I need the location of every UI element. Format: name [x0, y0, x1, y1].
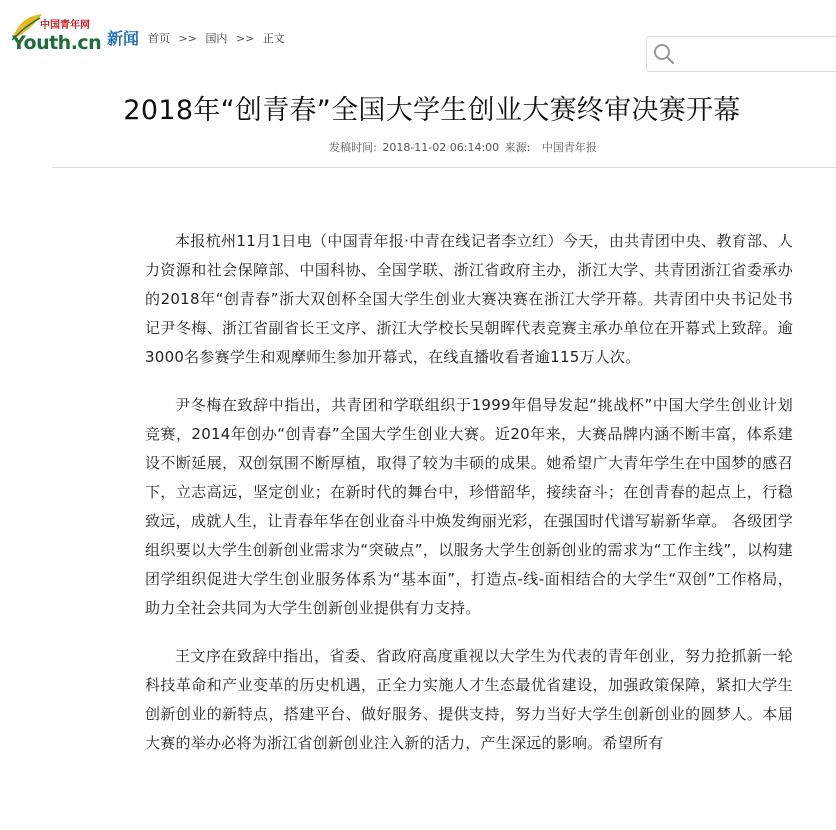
meta-time: 2018-11-02 06:14:00: [382, 141, 500, 154]
breadcrumb-separator: >>: [235, 32, 255, 45]
title-divider: [52, 167, 836, 168]
article-body: [145, 227, 793, 777]
meta-source-label: 来源:: [504, 141, 531, 154]
search-input[interactable]: [681, 42, 835, 66]
search-box[interactable]: [646, 36, 836, 72]
search-icon[interactable]: [653, 43, 675, 65]
meta-time-label: 发稿时间:: [329, 141, 377, 154]
article-paragraph: 本报杭州11月1日电（中国青年报·中青在线记者李立红）今天，由共青团中央、教育部、人力资源和社会保障部、中国科协、全国学联、浙江省政府主办，浙江大学、共青团浙江省委承办的2018年“创青春”浙大双创杯全国大学生创业大赛决赛在浙江大学开幕。共青团中央书记处书记尹冬梅、浙江省副省长王文序、浙江大学校长吴朝晖代表竞赛主承办单位在开幕式上致辞。逾3000名参赛学生和观摩师生参加开幕式，在线直播收看者逾115万人次。: [145, 232, 793, 366]
breadcrumb-separator: >>: [178, 32, 197, 45]
meta-source: 中国青年报: [541, 141, 597, 154]
site-header: [0, 0, 836, 76]
article-paragraph: 王文序在致辞中指出，省委、省政府高度重视以大学生为代表的青年创业，努力抢抓新一轮科技革命和产业变革的历史机遇，正全力实施人才生态最优省建设，加强政策保障，紧扣大学生创新创业的新特点，搭建平台、做好服务、提供支持，努力当好大学生创新创业的圆梦人。本届大赛的举办必将为浙江省创新创业注入新的活力，产生深远的影响。希望所有: [145, 647, 793, 752]
logo-brand-cn: 中国青年网: [40, 20, 90, 31]
section-name[interactable]: 新闻: [107, 29, 140, 48]
breadcrumb-domestic[interactable]: 国内: [205, 32, 228, 45]
article-meta: [0, 139, 836, 155]
logo-brand-main: Youth.cn: [12, 32, 102, 54]
site-logo[interactable]: [4, 10, 104, 64]
article-paragraph: 尹冬梅在致辞中指出，共青团和学联组织于1999年倡导发起“挑战杯”中国大学生创业计划竞赛，2014年创办“创青春”全国大学生创业大赛。近20年来，大赛品牌内涵不断丰富，体系建设不断延展，双创氛围不断厚植，取得了较为丰硕的成果。她希望广大青年学生在中国梦的感召下，立志高远，坚定创业；在新时代的舞台中，珍惜韶华，接续奋斗；在创青春的起点上，行稳致远，成就人生，让青春年华在创业奋斗中焕发绚丽光彩，在强国时代谱写崭新华章。 各级团学组织要以大学生创新创业需求为“突破点”，以服务大学生创新创业的需求为“工作主线”，以构建团学组织促进大学生创业服务体系为“基本面”，打造点-线-面相结合的大学生“双创”工作格局，助力全社会共同为大学生创新创业提供有力支持。: [145, 396, 793, 617]
breadcrumb: [148, 30, 285, 46]
article-title: 2018年“创青春”全国大学生创业大赛终审决赛开幕: [123, 95, 741, 126]
breadcrumb-current: 正文: [262, 32, 285, 45]
breadcrumb-home[interactable]: 首页: [148, 32, 170, 45]
